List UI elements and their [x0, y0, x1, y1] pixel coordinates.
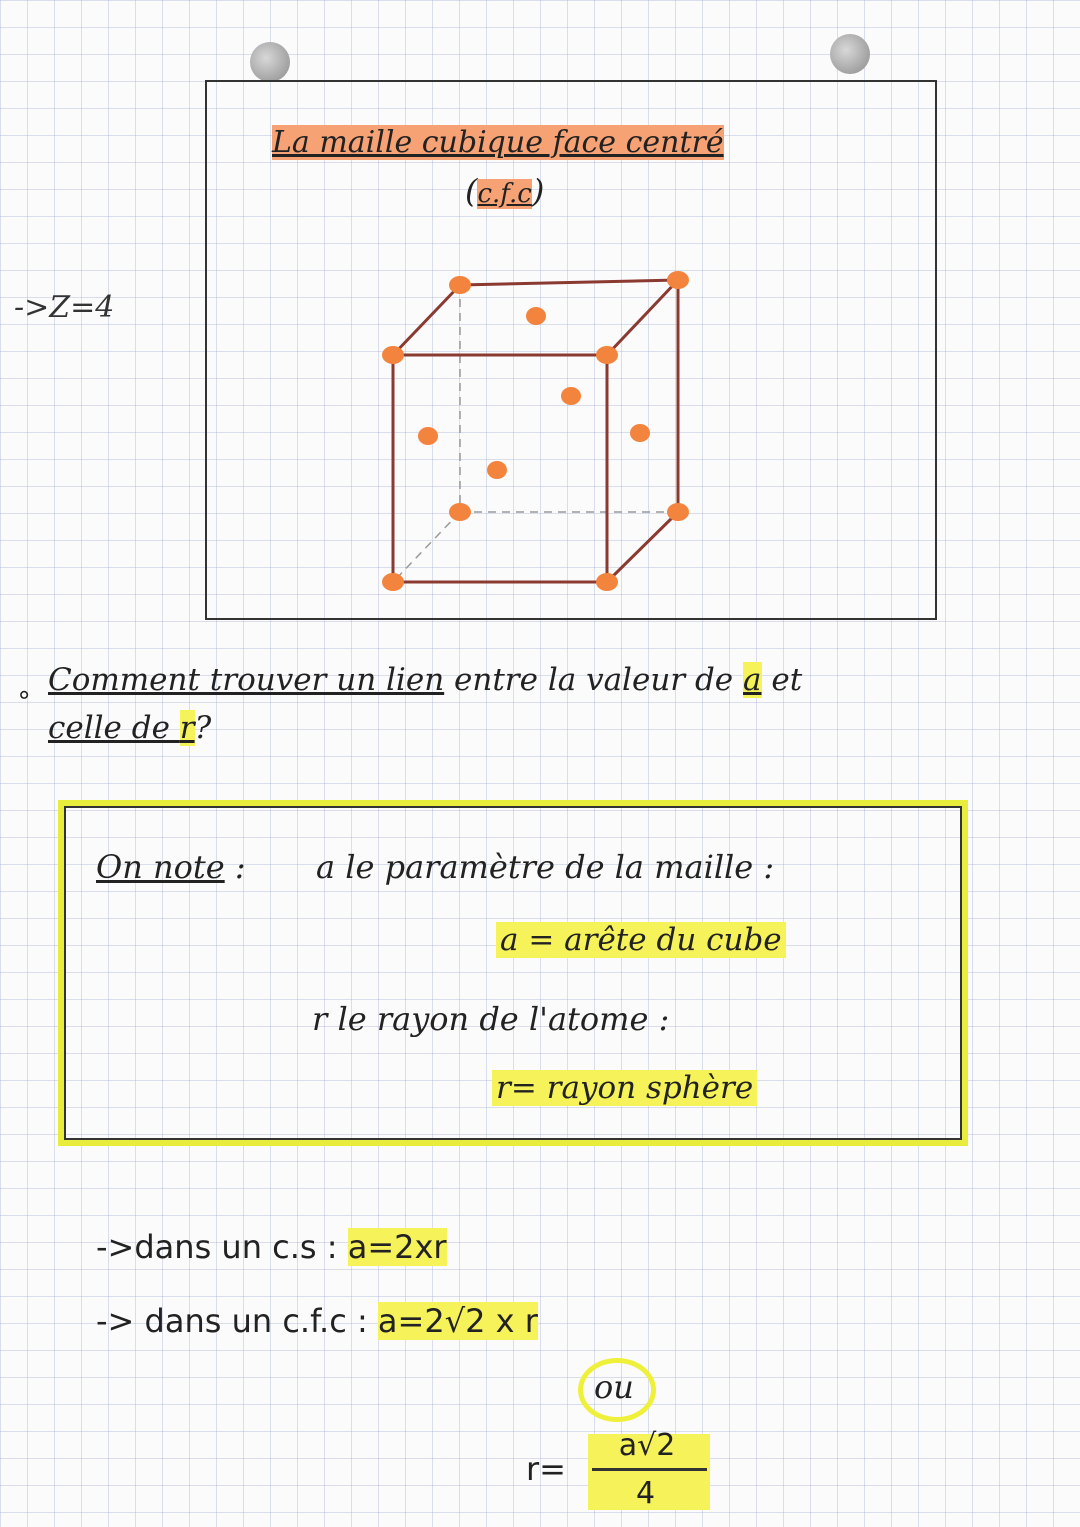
def-a-equation: a = arête du cube [496, 922, 786, 958]
question-var-r: r [179, 710, 195, 746]
fraction-bar [592, 1468, 707, 1471]
formula-cs-equation: a=2xr [347, 1228, 447, 1266]
on-note-label: On note [96, 848, 225, 886]
fraction-numerator: a√2 [618, 1428, 676, 1463]
question-part: ? [194, 710, 212, 746]
question-bullet: ∘ [16, 680, 33, 710]
question-line1 [48, 662, 802, 698]
def-r: r le rayon de l'atome : [312, 1000, 670, 1038]
question-var-a: a [743, 662, 762, 698]
fraction-denominator: 4 [636, 1476, 656, 1511]
formula-cfc [96, 1302, 538, 1340]
def-r-equation: r= rayon sphère [492, 1070, 757, 1106]
r-equals: r= [526, 1450, 566, 1488]
question-line2 [48, 710, 211, 746]
question-part: entre la valeur de [444, 662, 744, 698]
z-note: ->Z=4 [14, 290, 115, 325]
question-part: celle de [48, 710, 180, 746]
cube-frame [205, 80, 937, 620]
title [272, 125, 724, 160]
binder-hole-left [250, 42, 290, 82]
title-abbr: c.f.c [477, 179, 532, 209]
definition-label [96, 848, 246, 886]
binder-hole-right [830, 34, 870, 74]
question-part: et [761, 662, 803, 698]
formula-cfc-prefix: -> dans un c.f.c : [96, 1302, 368, 1340]
title-paren-close: ) [531, 172, 545, 210]
def-a: a le paramètre de la maille : [316, 848, 775, 886]
title-line1: La maille cubique face centré [272, 125, 724, 160]
formula-cfc-equation: a=2√2 x r [377, 1302, 538, 1340]
title-abbr-line [465, 172, 544, 210]
colon: : [234, 848, 246, 886]
formula-cs-prefix: ->dans un c.s : [96, 1228, 338, 1266]
question-part: Comment trouver un lien [48, 662, 445, 698]
title-paren-open: ( [465, 172, 478, 210]
ou-label: ou [594, 1368, 634, 1406]
formula-cs [96, 1228, 447, 1266]
